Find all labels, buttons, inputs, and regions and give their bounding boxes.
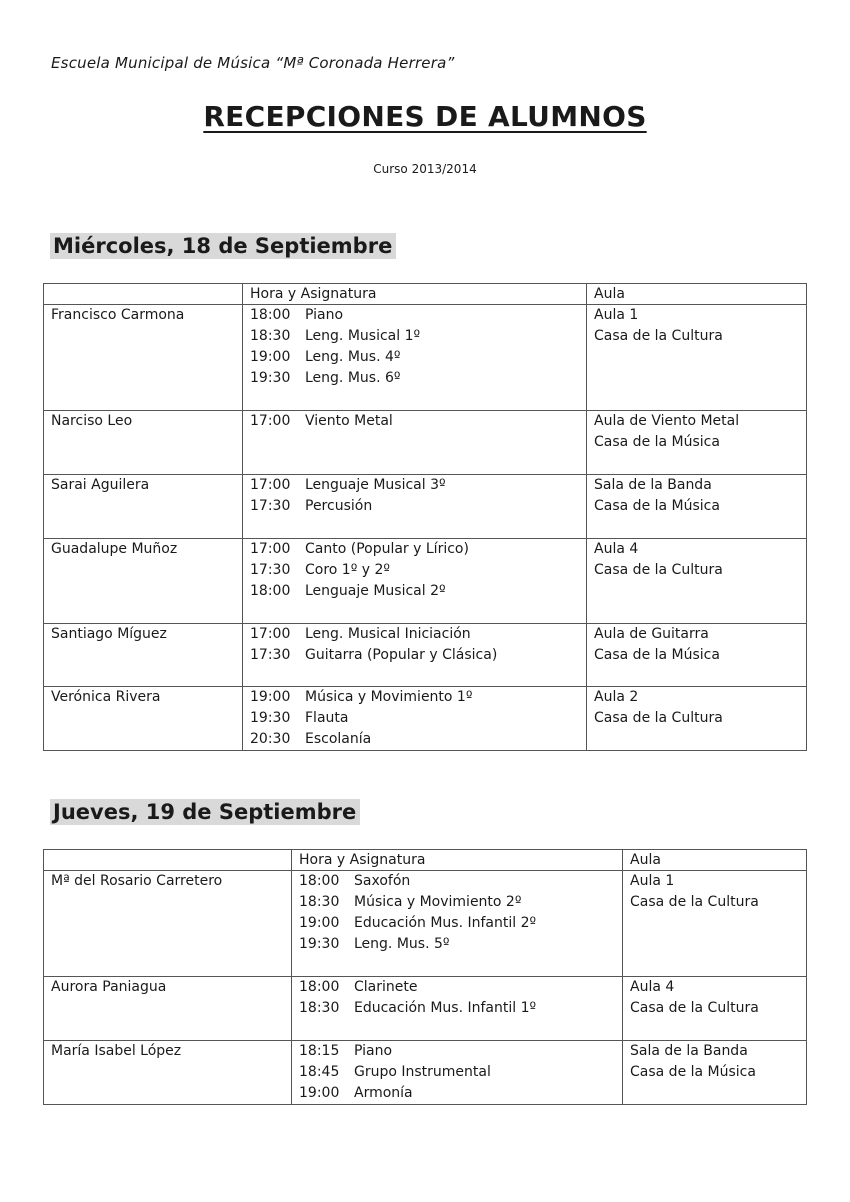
room-cell xyxy=(623,871,807,977)
teacher-name: Verónica Rivera xyxy=(44,687,243,751)
room-line: Aula 2 xyxy=(594,689,639,705)
class-subject: Saxofón xyxy=(354,873,411,889)
class-list xyxy=(243,539,587,624)
teacher-name: Guadalupe Muñoz xyxy=(44,539,243,624)
column-header xyxy=(44,850,292,871)
class-entry xyxy=(299,913,615,934)
class-time: 19:00 xyxy=(299,915,340,931)
room-cell xyxy=(587,624,807,687)
class-subject: Educación Mus. Infantil 1º xyxy=(354,1000,537,1016)
table-row xyxy=(44,411,807,475)
room-line: Aula 1 xyxy=(594,307,639,323)
room-line: Aula 1 xyxy=(630,873,675,889)
teacher-name: Narciso Leo xyxy=(44,411,243,475)
room-line: Casa de la Cultura xyxy=(630,894,759,910)
class-entry xyxy=(250,305,579,326)
class-entry xyxy=(250,560,579,581)
class-time: 17:00 xyxy=(250,541,291,557)
teacher-name: María Isabel López xyxy=(44,1041,292,1105)
room-line: Aula de Guitarra xyxy=(594,626,709,642)
day-heading-thursday: Jueves, 19 de Septiembre xyxy=(50,799,360,825)
teacher-name: Mª del Rosario Carretero xyxy=(44,871,292,977)
class-subject: Viento Metal xyxy=(305,413,393,429)
column-header: Hora y Asignatura xyxy=(243,284,587,305)
class-list xyxy=(243,475,587,539)
class-time: 18:45 xyxy=(299,1064,340,1080)
class-time: 17:00 xyxy=(250,413,291,429)
class-time: 18:00 xyxy=(299,979,340,995)
class-subject: Percusión xyxy=(305,498,373,514)
class-entry xyxy=(250,687,579,708)
class-time: 19:30 xyxy=(250,370,291,386)
class-entry xyxy=(250,708,579,729)
class-time: 19:30 xyxy=(299,936,340,952)
class-time: 18:15 xyxy=(299,1043,340,1059)
class-time: 20:30 xyxy=(250,731,291,747)
class-subject: Lenguaje Musical 3º xyxy=(305,477,446,493)
class-time: 18:00 xyxy=(299,873,340,889)
class-entry xyxy=(250,581,579,602)
class-subject: Leng. Mus. 6º xyxy=(305,370,401,386)
schedule-table-wednesday xyxy=(43,283,807,751)
class-entry xyxy=(299,892,615,913)
room-line: Casa de la Música xyxy=(594,647,720,663)
table-row xyxy=(44,624,807,687)
room-line: Casa de la Música xyxy=(630,1064,756,1080)
room-line: Aula de Viento Metal xyxy=(594,413,740,429)
room-line: Casa de la Cultura xyxy=(594,710,723,726)
class-subject: Piano xyxy=(305,307,344,323)
room-line: Aula 4 xyxy=(594,541,639,557)
class-subject: Grupo Instrumental xyxy=(354,1064,491,1080)
class-entry xyxy=(250,475,579,496)
room-line: Sala de la Banda xyxy=(630,1043,748,1059)
class-entry xyxy=(250,368,579,389)
class-subject: Leng. Mus. 5º xyxy=(354,936,450,952)
class-subject: Piano xyxy=(354,1043,393,1059)
teacher-name: Santiago Míguez xyxy=(44,624,243,687)
class-time: 19:00 xyxy=(250,349,291,365)
class-time: 17:30 xyxy=(250,498,291,514)
room-line: Casa de la Música xyxy=(594,434,720,450)
teacher-name: Francisco Carmona xyxy=(44,305,243,411)
class-entry xyxy=(299,1083,615,1104)
table-row xyxy=(44,687,807,751)
class-entry xyxy=(299,1062,615,1083)
table-row xyxy=(44,977,807,1041)
class-subject: Educación Mus. Infantil 2º xyxy=(354,915,537,931)
class-list xyxy=(243,687,587,751)
class-time: 19:30 xyxy=(250,710,291,726)
teacher-name: Sarai Aguilera xyxy=(44,475,243,539)
column-header: Hora y Asignatura xyxy=(292,850,623,871)
class-subject: Clarinete xyxy=(354,979,418,995)
room-line: Aula 4 xyxy=(630,979,675,995)
class-entry xyxy=(250,539,579,560)
room-cell xyxy=(587,475,807,539)
class-list xyxy=(243,624,587,687)
class-subject: Leng. Musical Iniciación xyxy=(305,626,471,642)
class-subject: Coro 1º y 2º xyxy=(305,562,390,578)
class-time: 17:00 xyxy=(250,477,291,493)
class-time: 18:00 xyxy=(250,307,291,323)
table-row xyxy=(44,871,807,977)
class-list xyxy=(292,977,623,1041)
class-entry xyxy=(299,871,615,892)
class-time: 18:30 xyxy=(299,894,340,910)
class-time: 17:30 xyxy=(250,562,291,578)
class-entry xyxy=(250,326,579,347)
table-row xyxy=(44,539,807,624)
class-entry xyxy=(299,934,615,955)
class-subject: Flauta xyxy=(305,710,349,726)
day-heading-wednesday: Miércoles, 18 de Septiembre xyxy=(50,233,396,259)
schedule-table-thursday xyxy=(43,849,807,1105)
table-row xyxy=(44,305,807,411)
course-label: Curso 2013/2014 xyxy=(373,162,477,176)
room-line: Casa de la Cultura xyxy=(594,562,723,578)
room-cell xyxy=(587,687,807,751)
column-header: Aula xyxy=(623,850,807,871)
class-subject: Leng. Mus. 4º xyxy=(305,349,401,365)
header-row xyxy=(44,850,807,871)
class-time: 19:00 xyxy=(250,689,291,705)
class-time: 18:30 xyxy=(250,328,291,344)
school-name: Escuela Municipal de Música “Mª Coronada Herrera” xyxy=(51,54,455,72)
room-cell xyxy=(587,539,807,624)
table-row xyxy=(44,475,807,539)
room-cell xyxy=(623,977,807,1041)
room-line: Casa de la Cultura xyxy=(594,328,723,344)
class-time: 17:30 xyxy=(250,647,291,663)
class-subject: Lenguaje Musical 2º xyxy=(305,583,446,599)
page-title: RECEPCIONES DE ALUMNOS xyxy=(203,100,647,133)
header-row xyxy=(44,284,807,305)
class-list xyxy=(292,871,623,977)
column-header xyxy=(44,284,243,305)
class-subject: Música y Movimiento 2º xyxy=(354,894,522,910)
class-entry xyxy=(250,645,579,666)
room-cell xyxy=(587,305,807,411)
room-cell xyxy=(587,411,807,475)
class-entry xyxy=(250,729,579,750)
room-line: Sala de la Banda xyxy=(594,477,712,493)
class-entry xyxy=(299,998,615,1019)
class-subject: Armonía xyxy=(354,1085,413,1101)
class-list xyxy=(243,411,587,475)
class-entry xyxy=(250,496,579,517)
room-line: Casa de la Música xyxy=(594,498,720,514)
column-header: Aula xyxy=(587,284,807,305)
class-subject: Música y Movimiento 1º xyxy=(305,689,473,705)
class-list xyxy=(243,305,587,411)
room-line: Casa de la Cultura xyxy=(630,1000,759,1016)
class-list xyxy=(292,1041,623,1105)
class-subject: Guitarra (Popular y Clásica) xyxy=(305,647,498,663)
teacher-name: Aurora Paniagua xyxy=(44,977,292,1041)
class-subject: Canto (Popular y Lírico) xyxy=(305,541,469,557)
class-time: 19:00 xyxy=(299,1085,340,1101)
class-subject: Escolanía xyxy=(305,731,372,747)
class-entry xyxy=(250,347,579,368)
class-entry xyxy=(250,624,579,645)
class-time: 18:00 xyxy=(250,583,291,599)
class-entry xyxy=(250,411,579,432)
class-entry xyxy=(299,1041,615,1062)
class-time: 18:30 xyxy=(299,1000,340,1016)
class-subject: Leng. Musical 1º xyxy=(305,328,421,344)
room-cell xyxy=(623,1041,807,1105)
class-entry xyxy=(299,977,615,998)
class-time: 17:00 xyxy=(250,626,291,642)
table-row xyxy=(44,1041,807,1105)
